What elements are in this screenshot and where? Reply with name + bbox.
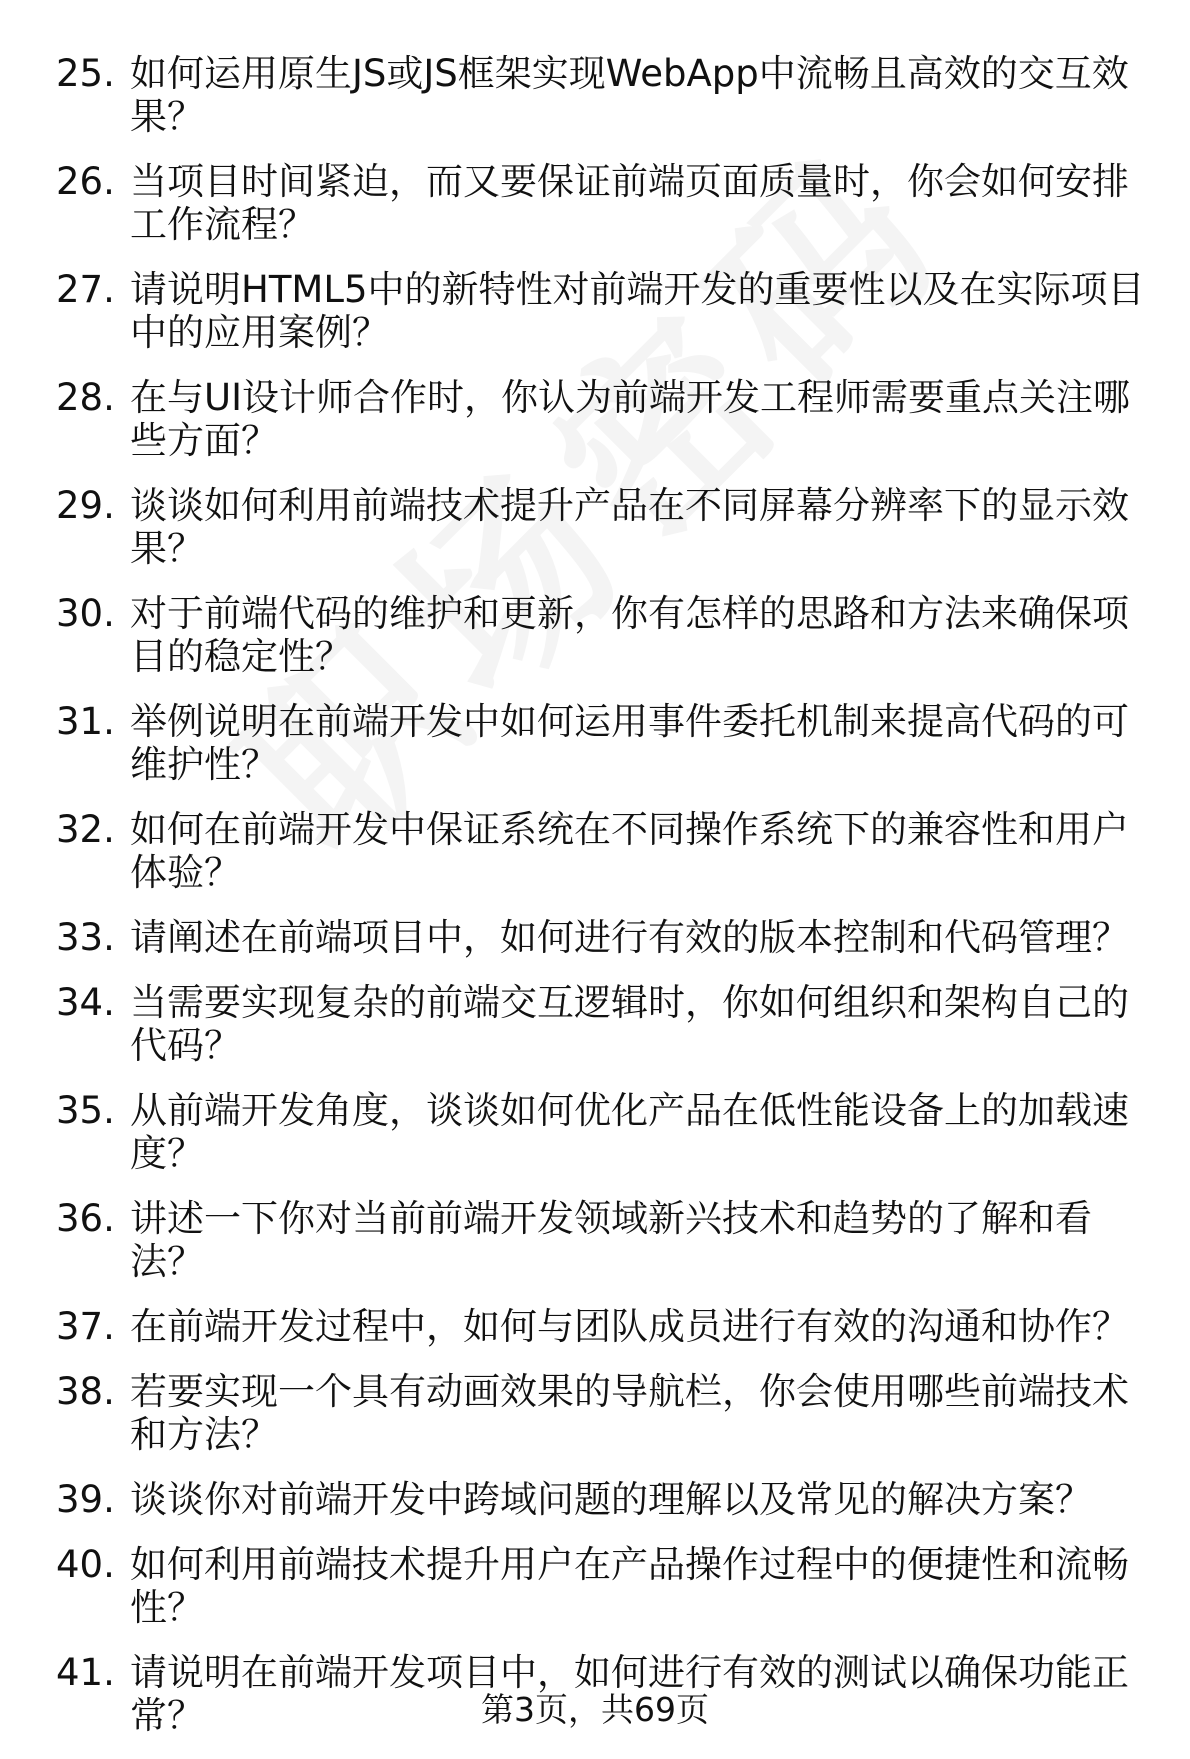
question-text: 当项目时间紧迫，而又要保证前端页面质量时，你会如何安排工作流程？ bbox=[130, 160, 1129, 246]
question-item bbox=[56, 592, 1156, 678]
question-text: 举例说明在前端开发中如何运用事件委托机制来提高代码的可维护性？ bbox=[130, 700, 1129, 786]
question-text: 在与UI设计师合作时，你认为前端开发工程师需要重点关注哪些方面？ bbox=[130, 376, 1130, 462]
question-text: 如何利用前端技术提升用户在产品操作过程中的便捷性和流畅性？ bbox=[130, 1543, 1129, 1629]
question-number: 37. bbox=[56, 1305, 115, 1348]
question-text: 谈谈你对前端开发中跨域问题的理解以及常见的解决方案？ bbox=[130, 1478, 1092, 1521]
question-item bbox=[56, 52, 1156, 138]
question-number: 29. bbox=[56, 484, 115, 527]
question-text: 当需要实现复杂的前端交互逻辑时，你如何组织和架构自己的代码？ bbox=[130, 981, 1129, 1067]
page-footer: 第3页，共69页 bbox=[481, 1690, 709, 1729]
question-item bbox=[56, 1543, 1156, 1629]
question-text: 对于前端代码的维护和更新，你有怎样的思路和方法来确保项目的稳定性？ bbox=[130, 592, 1129, 678]
question-number: 26. bbox=[56, 160, 115, 203]
question-text: 在前端开发过程中，如何与团队成员进行有效的沟通和协作？ bbox=[130, 1305, 1129, 1348]
question-item bbox=[56, 1305, 1156, 1348]
question-number: 31. bbox=[56, 700, 115, 743]
question-text: 从前端开发角度，谈谈如何优化产品在低性能设备上的加载速度？ bbox=[130, 1089, 1129, 1175]
question-text: 如何运用原生JS或JS框架实现WebApp中流畅且高效的交互效果？ bbox=[130, 52, 1129, 138]
question-number: 38. bbox=[56, 1370, 115, 1413]
question-item bbox=[56, 1089, 1156, 1175]
question-item bbox=[56, 1197, 1156, 1283]
question-text: 请阐述在前端项目中，如何进行有效的版本控制和代码管理？ bbox=[130, 916, 1129, 959]
question-number: 30. bbox=[56, 592, 115, 635]
question-item bbox=[56, 808, 1156, 894]
question-item bbox=[56, 376, 1156, 462]
question-item bbox=[56, 160, 1156, 246]
question-number: 32. bbox=[56, 808, 115, 851]
question-number: 40. bbox=[56, 1543, 115, 1586]
question-item bbox=[56, 1478, 1156, 1521]
question-number: 33. bbox=[56, 916, 115, 959]
question-item bbox=[56, 484, 1156, 570]
question-text: 谈谈如何利用前端技术提升产品在不同屏幕分辨率下的显示效果？ bbox=[130, 484, 1129, 570]
question-number: 34. bbox=[56, 981, 115, 1024]
question-text: 若要实现一个具有动画效果的导航栏，你会使用哪些前端技术和方法？ bbox=[130, 1370, 1129, 1456]
question-list bbox=[56, 52, 1156, 1759]
question-text: 请说明HTML5中的新特性对前端开发的重要性以及在实际项目中的应用案例？ bbox=[130, 268, 1145, 354]
question-number: 25. bbox=[56, 52, 115, 95]
question-number: 35. bbox=[56, 1089, 115, 1132]
question-number: 28. bbox=[56, 376, 115, 419]
question-text: 讲述一下你对当前前端开发领域新兴技术和趋势的了解和看法？ bbox=[130, 1197, 1092, 1283]
question-item bbox=[56, 268, 1156, 354]
question-item bbox=[56, 700, 1156, 786]
question-text: 如何在前端开发中保证系统在不同操作系统下的兼容性和用户体验？ bbox=[130, 808, 1129, 894]
question-number: 36. bbox=[56, 1197, 115, 1240]
question-item bbox=[56, 981, 1156, 1067]
question-number: 39. bbox=[56, 1478, 115, 1521]
question-item bbox=[56, 1370, 1156, 1456]
question-text: 请说明在前端开发项目中，如何进行有效的测试以确保功能正常？ bbox=[130, 1651, 1129, 1737]
question-number: 41. bbox=[56, 1651, 115, 1694]
question-item bbox=[56, 916, 1156, 959]
question-number: 27. bbox=[56, 268, 115, 311]
